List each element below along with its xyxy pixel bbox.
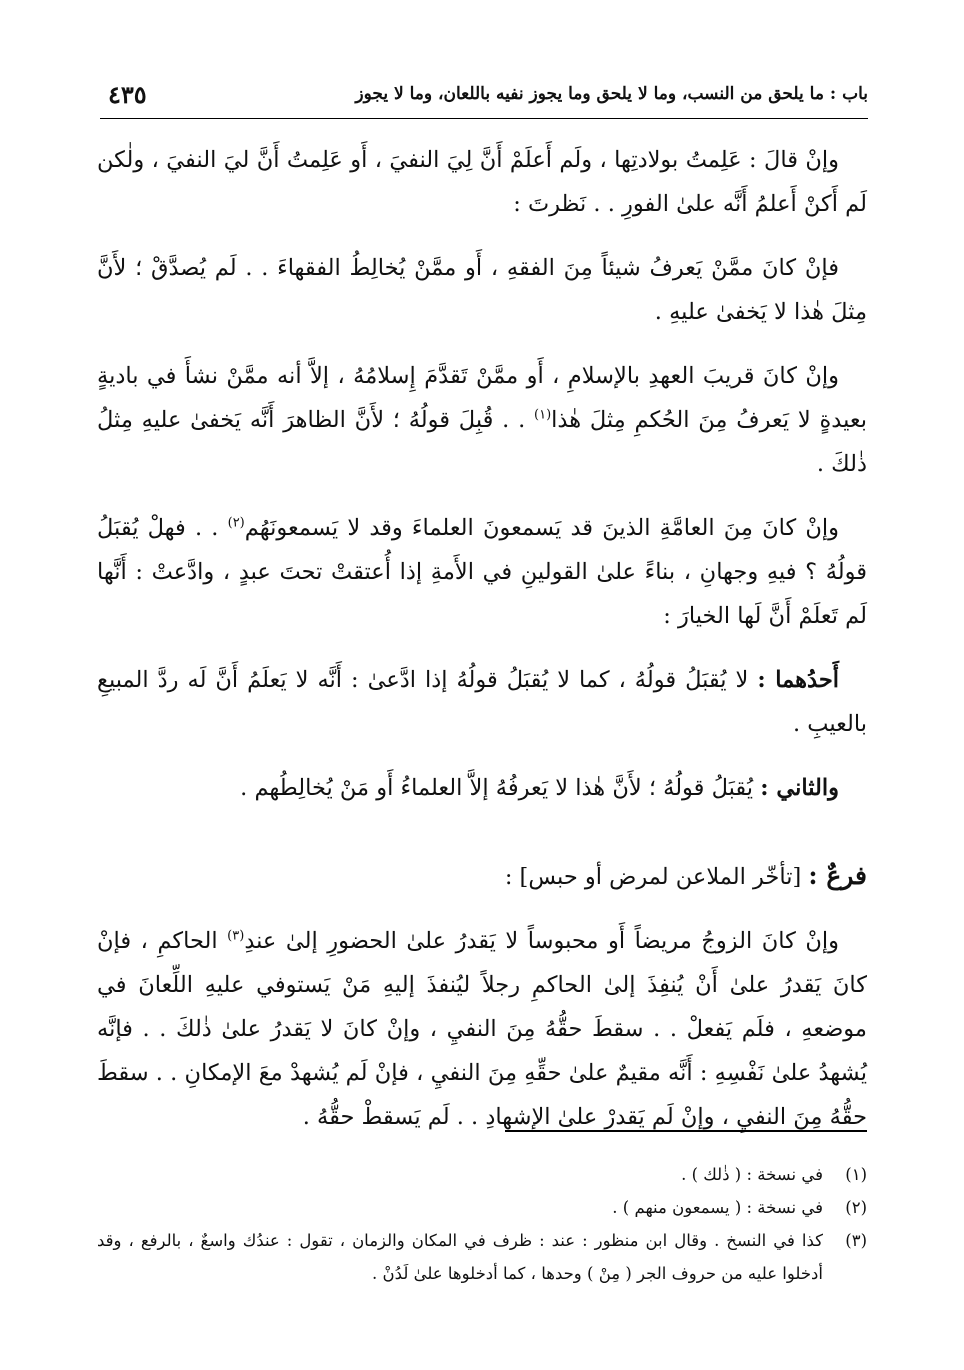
page-number: ٤٣٥ [108, 80, 147, 109]
footnote-text: في نسخة : ( ذٰلك ) . [681, 1165, 823, 1184]
section-heading-lead: فرعٌ : [808, 861, 867, 890]
paragraph-text: يُقبَلُ قولُهُ ؛ لأَنَّ هٰذا لا يَعرفُهُ إلاَّ العلماءُ أَو مَنْ يُخالِطُهم . [240, 775, 761, 801]
paragraph-text: وإنْ قالَ : عَلِمتُ بولادتِها ، ولَم أَعلَمْ أَنَّ لِيَ النفيَ ، أَو عَلِمتُ أَنَّ ليَ النفيَ ، ولٰكن لَم أَكنْ أَعلمُ أَنَّه علىٰ الفورِ . . نَظرتَ : [97, 147, 867, 217]
section-heading-text: [تأخّر الملاعن لمرض أو حبس] : [504, 864, 809, 890]
paragraph-text: وإنْ كانَ الزوجُ مريضاً أَو محبوساً لا يَقدرُ علىٰ الحضورِ إلىٰ عندِ [244, 928, 839, 954]
paragraph [97, 138, 867, 226]
footnote [97, 1158, 867, 1191]
footnote-marker: (٢) [845, 1198, 867, 1217]
paragraph [97, 506, 867, 638]
paragraph [97, 766, 867, 810]
paragraph-text-continued: . . قُبِلَ قولُهُ ؛ لأَنَّ الظاهرَ أَنَّه يَخفىٰ عليهِ مِثلُ ذٰلكَ . [97, 407, 867, 477]
footnote [97, 1224, 867, 1290]
running-title: باب : ما يلحق من النسب، وما لا يلحق وما يجوز نفيه باللعان، وما لا يجوز [355, 84, 868, 104]
main-text [97, 138, 867, 1159]
paragraph-text: وإنْ كانَ قريبَ العهدِ بالإسلامِ ، أَو ممَّنْ تَقدَّمَ إِسلامُهُ ، إلاَّ أنه ممَّنْ نشأَ في باديةٍ بعيدةٍ لا يَعرفُ مِنَ الحُكمِ مِثلَ هٰذا [97, 363, 867, 433]
paragraph [97, 919, 867, 1139]
footnote-marker: (٣) [845, 1231, 867, 1250]
footnote-text: كذا في النسخ . وقال ابن منظور : عند : ظرف في المكان والزمان ، تقول : عندُك واسعٌ ، بالرفع ، وقد أدخلوا عليه من حروف الجر ( مِنْ ) وحدها ، كما أدخلوها علىٰ لَدُنْ . [97, 1231, 823, 1283]
section-heading [97, 854, 867, 899]
paragraph [97, 658, 867, 746]
footnote-marker: (١) [845, 1165, 867, 1184]
paragraph [97, 354, 867, 486]
footnote-reference: (٣) [227, 928, 245, 944]
footnote-reference: (١) [534, 407, 552, 423]
footnote [97, 1191, 867, 1224]
footnotes [97, 1158, 867, 1290]
footnote-reference: (٢) [227, 515, 245, 531]
paragraph-text: وإنْ كانَ مِنَ العامَّةِ الذينَ قد يَسمعونَ العلماءَ وقد لا يَسمعونَهُم [244, 515, 839, 541]
paragraph-lead: أَحدُهما : [757, 667, 840, 693]
footnote-divider [505, 1130, 867, 1132]
paragraph [97, 246, 867, 334]
paragraph-text-continued: الحاكمِ ، فإنْ كانَ يَقدرُ علىٰ أَنْ يُنفِذَ إلىٰ الحاكمِ رجلاً ليُنفذَ إليهِ مَنْ يَستوفي عليهِ اللِّعانَ في موضعهِ ، فلَم يَفعلْ . . سقطَ حقُّهُ مِنَ النفيِ ، وإنْ كانَ لا يَقدرُ علىٰ ذٰلكَ . . فإنَّه يُشهدُ علىٰ نَفْسِهِ : أَنَّه مقيمٌ علىٰ حقِّهِ مِنَ النفيِ ، فإنْ لَم يُشهدْ معَ الإمكانِ . . سقطَ حقُّهُ مِنَ النفيِ ، وإنْ لَم يَقدرْ علىٰ الإشهادِ . . لَم يَسقطْ حقُّهُ . [97, 928, 867, 1130]
paragraph-lead: والثاني : [760, 775, 839, 801]
page-header [100, 82, 868, 119]
paragraph-text-continued: . . فهلْ يُقبَلُ قولُهُ ؟ فيهِ وجهانِ ، بناءً علىٰ القولينِ في الأَمةِ إذا أُعتقتْ تحتَ عبدٍ ، وادَّعتْ : أَنَّها لَم تَعلَمْ أَنَّ لَها الخيارَ : [97, 515, 867, 629]
footnote-text: في نسخة : ( يسمعون منهم ) . [612, 1198, 823, 1217]
paragraph-text: لا يُقبَلُ قولُهُ ، كما لا يُقبَلُ قولُهُ إذا ادَّعىٰ : أَنَّه لا يَعلَمُ أَنَّ لَه ردَّ المبيعِ بالعيبِ . [97, 667, 867, 737]
paragraph-text: فإنْ كانَ ممَّنْ يَعرفُ شيئاً مِنَ الفقهِ ، أَو ممَّنْ يُخالِطُ الفقهاءَ . . لَم يُصدَّقْ ؛ لأَنَّ مِثلَ هٰذا لا يَخفىٰ عليهِ . [97, 255, 867, 325]
